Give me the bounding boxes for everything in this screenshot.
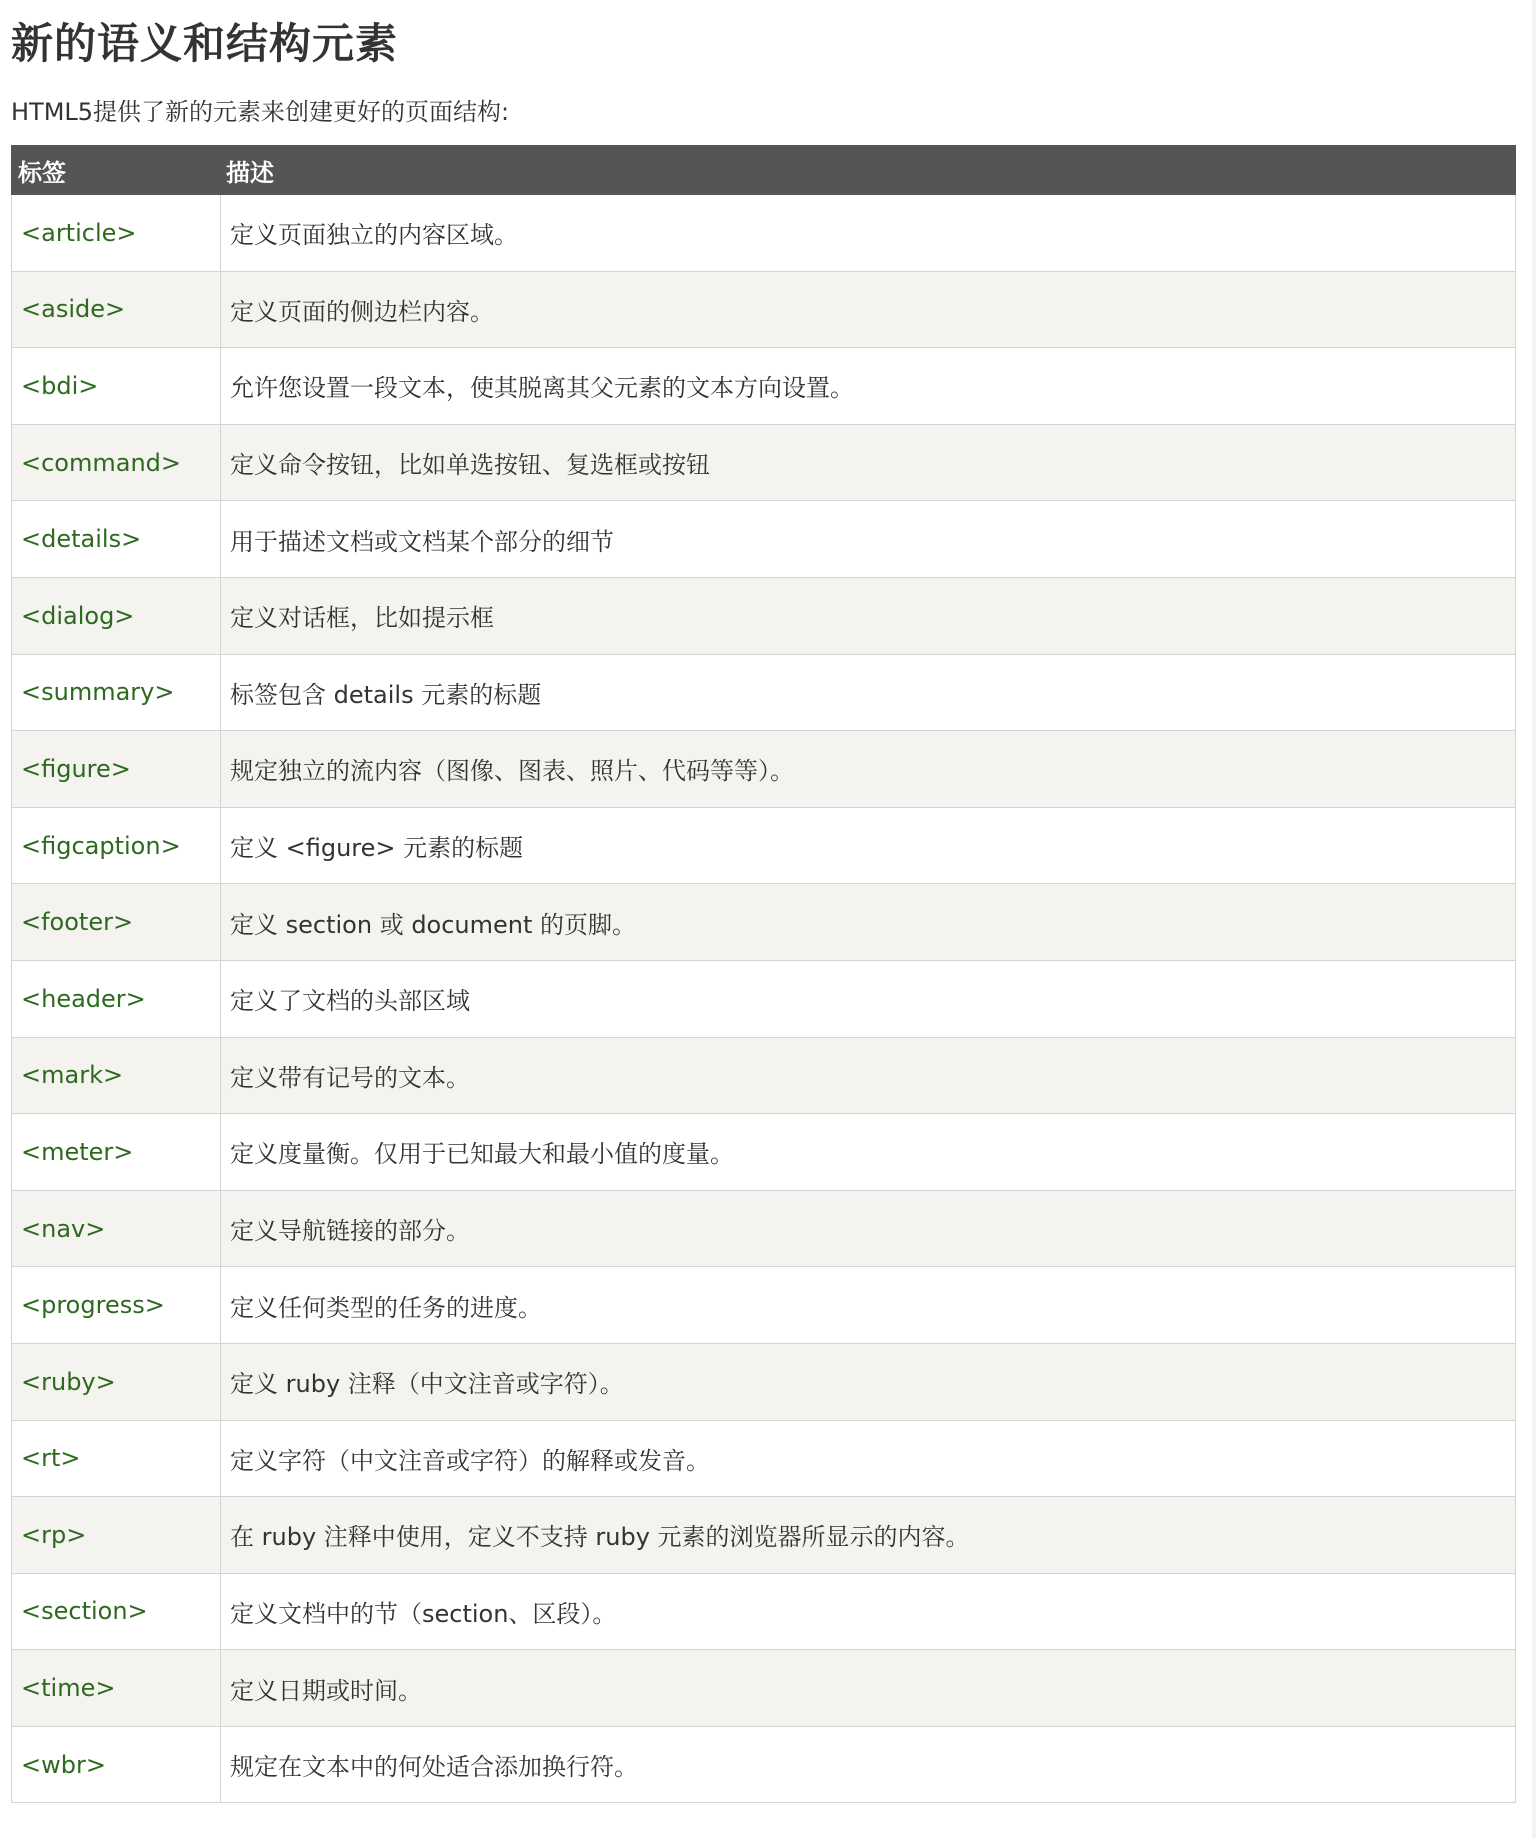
table-row [12, 424, 1516, 501]
description-cell: 定义带有记号的文本。 [221, 1037, 1516, 1114]
table-row [12, 1190, 1516, 1267]
tag-cell: <rp> [12, 1497, 221, 1574]
table-header-row [12, 146, 1516, 195]
tag-cell: <meter> [12, 1114, 221, 1191]
column-header-description: 描述 [221, 146, 1516, 195]
table-row [12, 577, 1516, 654]
tag-cell: <figcaption> [12, 807, 221, 884]
table-row [12, 807, 1516, 884]
tag-cell: <nav> [12, 1190, 221, 1267]
table-row [12, 1114, 1516, 1191]
table-row [12, 1420, 1516, 1497]
table-row [12, 884, 1516, 961]
description-cell: 定义命令按钮，比如单选按钮、复选框或按钮 [221, 424, 1516, 501]
reference-table-container [11, 145, 1515, 1803]
tag-cell: <ruby> [12, 1343, 221, 1420]
description-cell: 规定独立的流内容（图像、图表、照片、代码等等）。 [221, 731, 1516, 808]
tag-cell: <time> [12, 1650, 221, 1727]
table-row [12, 1343, 1516, 1420]
table-row [12, 1037, 1516, 1114]
description-cell: 定义 section 或 document 的页脚。 [221, 884, 1516, 961]
description-cell: 标签包含 details 元素的标题 [221, 654, 1516, 731]
tag-cell: <mark> [12, 1037, 221, 1114]
tag-cell: <command> [12, 424, 221, 501]
description-cell: 规定在文本中的何处适合添加换行符。 [221, 1726, 1516, 1803]
description-cell: 定义导航链接的部分。 [221, 1190, 1516, 1267]
table-row [12, 195, 1516, 272]
description-cell: 用于描述文档或文档某个部分的细节 [221, 501, 1516, 578]
description-cell: 定义页面独立的内容区域。 [221, 195, 1516, 272]
table-row [12, 1267, 1516, 1344]
description-cell: 定义了文档的头部区域 [221, 960, 1516, 1037]
table-row [12, 348, 1516, 425]
tag-cell: <details> [12, 501, 221, 578]
description-cell: 定义字符（中文注音或字符）的解释或发音。 [221, 1420, 1516, 1497]
description-cell: 在 ruby 注释中使用，定义不支持 ruby 元素的浏览器所显示的内容。 [221, 1497, 1516, 1574]
page-title: 新的语义和结构元素 [11, 19, 399, 68]
description-cell: 允许您设置一段文本，使其脱离其父元素的文本方向设置。 [221, 348, 1516, 425]
table-row [12, 501, 1516, 578]
description-cell: 定义任何类型的任务的进度。 [221, 1267, 1516, 1344]
tag-cell: <bdi> [12, 348, 221, 425]
description-cell: 定义文档中的节（section、区段）。 [221, 1573, 1516, 1650]
tag-cell: <article> [12, 195, 221, 272]
tag-cell: <summary> [12, 654, 221, 731]
tag-cell: <aside> [12, 271, 221, 348]
description-cell: 定义日期或时间。 [221, 1650, 1516, 1727]
tag-cell: <rt> [12, 1420, 221, 1497]
table-row [12, 731, 1516, 808]
table-row [12, 271, 1516, 348]
description-cell: 定义度量衡。仅用于已知最大和最小值的度量。 [221, 1114, 1516, 1191]
tag-cell: <footer> [12, 884, 221, 961]
tag-cell: <wbr> [12, 1726, 221, 1803]
table-header [12, 146, 1516, 195]
table-row [12, 1726, 1516, 1803]
scrollbar-track [1532, 0, 1536, 1838]
tag-cell: <progress> [12, 1267, 221, 1344]
tag-cell: <header> [12, 960, 221, 1037]
table-row [12, 1497, 1516, 1574]
reference-table [11, 145, 1516, 1803]
table-row [12, 1573, 1516, 1650]
tag-cell: <figure> [12, 731, 221, 808]
tag-cell: <dialog> [12, 577, 221, 654]
table-row [12, 960, 1516, 1037]
description-cell: 定义页面的侧边栏内容。 [221, 271, 1516, 348]
table-body [12, 195, 1516, 1803]
column-header-tag: 标签 [12, 146, 221, 195]
intro-text: HTML5提供了新的元素来创建更好的页面结构: [11, 98, 510, 126]
description-cell: 定义对话框，比如提示框 [221, 577, 1516, 654]
description-cell: 定义 <figure> 元素的标题 [221, 807, 1516, 884]
table-row [12, 1650, 1516, 1727]
table-row [12, 654, 1516, 731]
tag-cell: <section> [12, 1573, 221, 1650]
description-cell: 定义 ruby 注释（中文注音或字符）。 [221, 1343, 1516, 1420]
